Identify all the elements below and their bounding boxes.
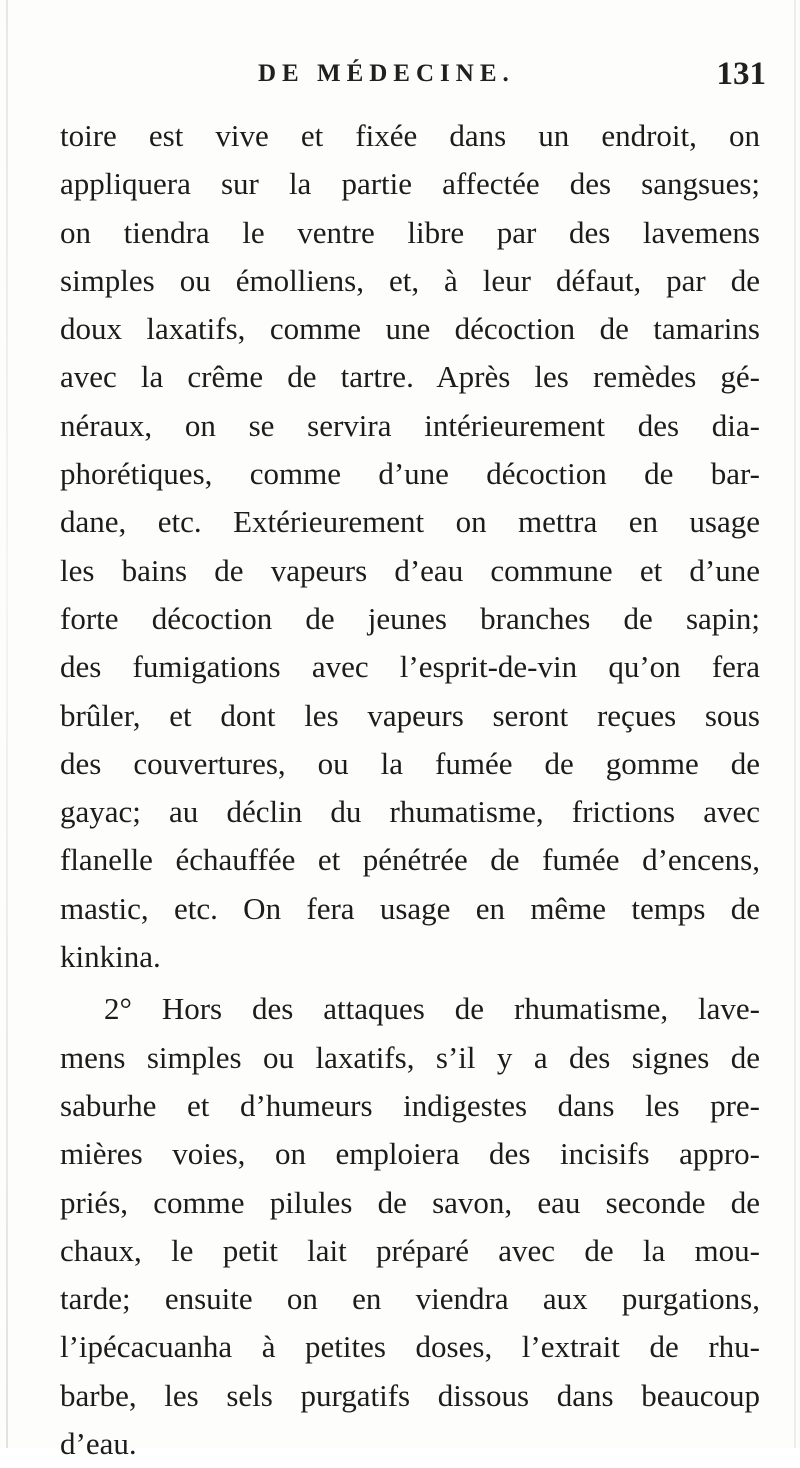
text-line: néraux, on se servira intérieurement des dia- <box>60 407 760 443</box>
text-line: les bains de vapeurs d’eau commune et d’une <box>60 552 760 588</box>
text-line: appliquera sur la partie affectée des sangsues; <box>60 166 760 202</box>
text-line: doux laxatifs, comme une décoction de tamarins <box>60 311 760 347</box>
page-edge-right <box>794 0 796 1448</box>
text-line: mières voies, on emploiera des incisifs appro- <box>60 1136 760 1172</box>
text-line: toire est vive et fixée dans un endroit, on <box>60 118 760 153</box>
text-line: dane, etc. Extérieurement on mettra en usage <box>60 504 760 540</box>
running-title: DE MÉDECINE. <box>258 60 515 87</box>
text-line: simples ou émolliens, et, à leur défaut, par de <box>60 262 760 298</box>
text-line: forte décoction de jeunes branches de sapin; <box>60 600 760 636</box>
text-line: des couvertures, ou la fumée de gomme de <box>60 745 760 781</box>
text-line: mens simples ou laxatifs, s’il y a des signes de <box>60 1039 760 1075</box>
text-line: d’eau. <box>60 1426 137 1462</box>
text-line: mastic, etc. On fera usage en même temps de <box>60 890 760 926</box>
body-text <box>60 112 760 1468</box>
text-line: priés, comme pilules de savon, eau seconde de <box>60 1184 760 1220</box>
page-number: 131 <box>716 56 766 92</box>
text-line: gayac; au déclin du rhumatisme, frictions avec <box>60 794 760 830</box>
text-line: des fumigations avec l’esprit-de-vin qu’on fera <box>60 649 760 685</box>
text-line: chaux, le petit lait préparé avec de la mou- <box>60 1232 760 1268</box>
text-line: saburhe et d’humeurs indigestes dans les pre- <box>60 1087 760 1123</box>
text-line: kinkina. <box>60 939 161 975</box>
text-line: phorétiques, comme d’une décoction de bar- <box>60 456 760 492</box>
page-edge-left <box>6 0 8 1448</box>
text-line: avec la crême de tartre. Après les remèdes gé- <box>60 359 760 395</box>
text-line: l’ipécacuanha à petites doses, l’extrait de rhu- <box>60 1329 760 1365</box>
paragraph-start-line: 2° Hors des attaques de rhumatisme, lave- <box>104 991 760 1027</box>
text-line: flanelle échauffée et pénétrée de fumée d’encens, <box>60 842 760 878</box>
text-line: on tiendra le ventre libre par des lavemens <box>60 214 760 250</box>
text-line: tarde; ensuite on en viendra aux purgations, <box>60 1281 760 1317</box>
text-line: brûler, et dont les vapeurs seront reçues sous <box>60 697 760 733</box>
text-line: barbe, les sels purgatifs dissous dans beaucoup <box>60 1377 760 1413</box>
running-header <box>60 56 770 100</box>
